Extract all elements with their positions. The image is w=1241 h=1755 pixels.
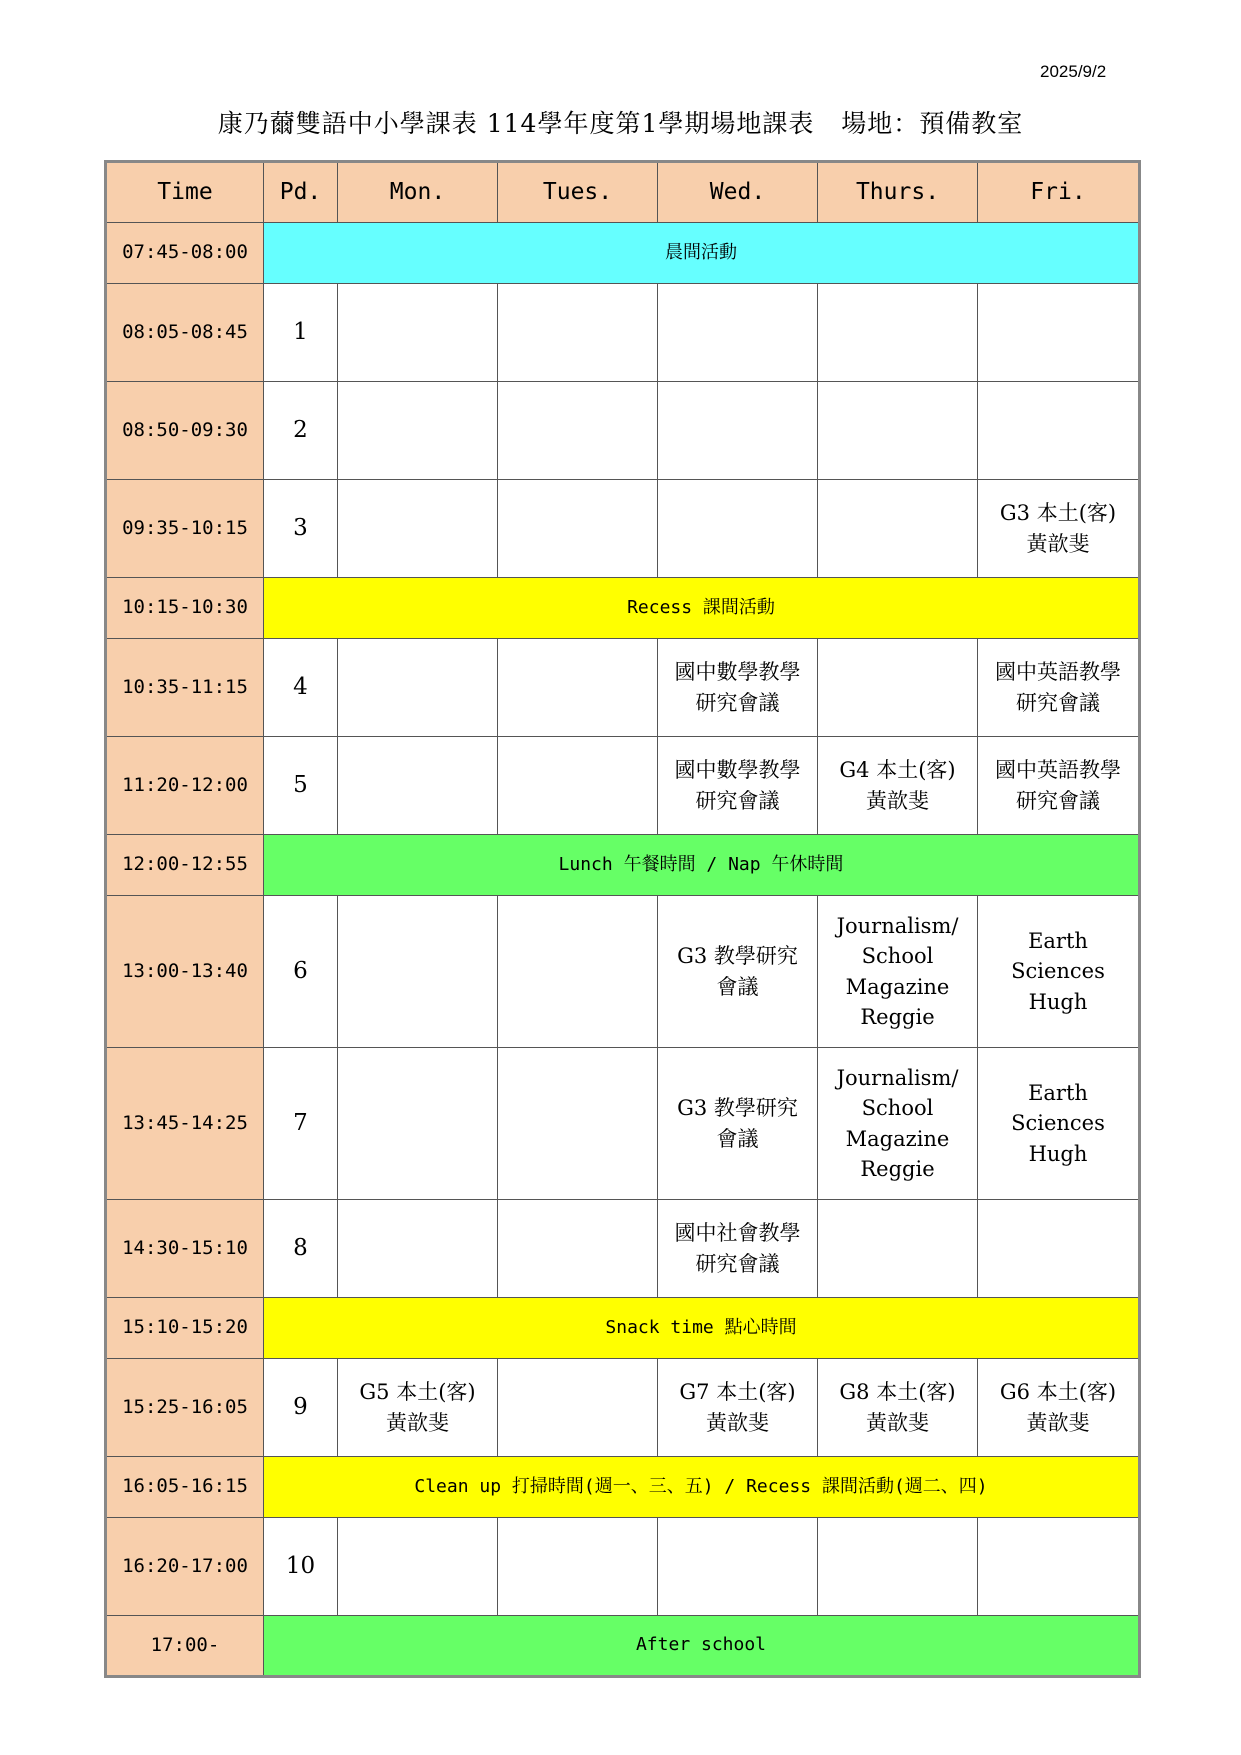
activity-band: Lunch 午餐時間 / Nap 午休時間 xyxy=(264,835,1140,896)
period-number: 2 xyxy=(264,382,338,480)
wed-cell: 國中社會教學 研究會議 xyxy=(658,1200,818,1298)
fri-cell xyxy=(978,1200,1140,1298)
activity-band: Recess 課間活動 xyxy=(264,578,1140,639)
time-cell: 15:25-16:05 xyxy=(106,1359,264,1457)
time-cell: 17:00- xyxy=(106,1616,264,1677)
header-thurs: Thurs. xyxy=(818,162,978,223)
tues-cell xyxy=(498,1359,658,1457)
fri-cell: G6 本土(客) 黃歆斐 xyxy=(978,1359,1140,1457)
period-number: 5 xyxy=(264,737,338,835)
period-row xyxy=(106,1359,1140,1457)
header-fri: Fri. xyxy=(978,162,1140,223)
mon-cell xyxy=(338,1048,498,1200)
tues-cell xyxy=(498,382,658,480)
band-row xyxy=(106,1298,1140,1359)
mon-cell xyxy=(338,737,498,835)
tues-cell xyxy=(498,639,658,737)
thurs-cell xyxy=(818,480,978,578)
period-row xyxy=(106,284,1140,382)
thurs-cell xyxy=(818,1200,978,1298)
period-row xyxy=(106,639,1140,737)
tues-cell xyxy=(498,480,658,578)
period-row xyxy=(106,480,1140,578)
tues-cell xyxy=(498,1518,658,1616)
wed-cell: 國中數學教學 研究會議 xyxy=(658,639,818,737)
time-cell: 12:00-12:55 xyxy=(106,835,264,896)
wed-cell: 國中數學教學 研究會議 xyxy=(658,737,818,835)
period-number: 4 xyxy=(264,639,338,737)
thurs-cell: G4 本土(客) 黃歆斐 xyxy=(818,737,978,835)
time-cell: 16:20-17:00 xyxy=(106,1518,264,1616)
thurs-cell xyxy=(818,639,978,737)
tues-cell xyxy=(498,737,658,835)
time-cell: 08:50-09:30 xyxy=(106,382,264,480)
time-cell: 10:15-10:30 xyxy=(106,578,264,639)
fri-cell: G3 本土(客) 黃歆斐 xyxy=(978,480,1140,578)
band-row xyxy=(106,578,1140,639)
mon-cell xyxy=(338,639,498,737)
mon-cell xyxy=(338,896,498,1048)
period-row xyxy=(106,1200,1140,1298)
thurs-cell: Journalism/ School Magazine Reggie xyxy=(818,1048,978,1200)
wed-cell: G7 本土(客) 黃歆斐 xyxy=(658,1359,818,1457)
mon-cell: G5 本土(客) 黃歆斐 xyxy=(338,1359,498,1457)
header-period: Pd. xyxy=(264,162,338,223)
time-cell: 14:30-15:10 xyxy=(106,1200,264,1298)
period-row xyxy=(106,896,1140,1048)
mon-cell xyxy=(338,284,498,382)
period-number: 9 xyxy=(264,1359,338,1457)
mon-cell xyxy=(338,1518,498,1616)
time-cell: 13:00-13:40 xyxy=(106,896,264,1048)
activity-band: Snack time 點心時間 xyxy=(264,1298,1140,1359)
period-number: 7 xyxy=(264,1048,338,1200)
period-number: 8 xyxy=(264,1200,338,1298)
tues-cell xyxy=(498,1048,658,1200)
header-wed: Wed. xyxy=(658,162,818,223)
thurs-cell xyxy=(818,284,978,382)
wed-cell xyxy=(658,284,818,382)
period-row xyxy=(106,382,1140,480)
thurs-cell: G8 本土(客) 黃歆斐 xyxy=(818,1359,978,1457)
fri-cell xyxy=(978,382,1140,480)
mon-cell xyxy=(338,1200,498,1298)
print-date: 2025/9/2 xyxy=(1040,62,1107,81)
period-row xyxy=(106,1048,1140,1200)
mon-cell xyxy=(338,382,498,480)
header-tues: Tues. xyxy=(498,162,658,223)
wed-cell xyxy=(658,1518,818,1616)
period-row xyxy=(106,737,1140,835)
thurs-cell: Journalism/ School Magazine Reggie xyxy=(818,896,978,1048)
wed-cell xyxy=(658,382,818,480)
period-number: 3 xyxy=(264,480,338,578)
timetable xyxy=(104,160,1141,1678)
period-number: 6 xyxy=(264,896,338,1048)
tues-cell xyxy=(498,284,658,382)
fri-cell: 國中英語教學 研究會議 xyxy=(978,639,1140,737)
fri-cell: 國中英語教學 研究會議 xyxy=(978,737,1140,835)
fri-cell xyxy=(978,1518,1140,1616)
time-cell: 15:10-15:20 xyxy=(106,1298,264,1359)
time-cell: 10:35-11:15 xyxy=(106,639,264,737)
time-cell: 13:45-14:25 xyxy=(106,1048,264,1200)
time-cell: 09:35-10:15 xyxy=(106,480,264,578)
time-cell: 08:05-08:45 xyxy=(106,284,264,382)
activity-band: After school xyxy=(264,1616,1140,1677)
period-number: 10 xyxy=(264,1518,338,1616)
thurs-cell xyxy=(818,1518,978,1616)
activity-band: 晨間活動 xyxy=(264,223,1140,284)
fri-cell: Earth Sciences Hugh xyxy=(978,1048,1140,1200)
band-row xyxy=(106,223,1140,284)
wed-cell: G3 教學研究 會議 xyxy=(658,896,818,1048)
tues-cell xyxy=(498,1200,658,1298)
page-title: 康乃薾雙語中小學課表 114學年度第1學期場地課表 場地：預備教室 xyxy=(217,109,1024,138)
header-row xyxy=(106,162,1140,223)
tues-cell xyxy=(498,896,658,1048)
time-cell: 16:05-16:15 xyxy=(106,1457,264,1518)
header-time: Time xyxy=(106,162,264,223)
band-row xyxy=(106,835,1140,896)
activity-band: Clean up 打掃時間(週一、三、五) / Recess 課間活動(週二、四) xyxy=(264,1457,1140,1518)
wed-cell xyxy=(658,480,818,578)
fri-cell xyxy=(978,284,1140,382)
time-cell: 07:45-08:00 xyxy=(106,223,264,284)
header-mon: Mon. xyxy=(338,162,498,223)
fri-cell: Earth Sciences Hugh xyxy=(978,896,1140,1048)
period-row xyxy=(106,1518,1140,1616)
thurs-cell xyxy=(818,382,978,480)
period-number: 1 xyxy=(264,284,338,382)
wed-cell: G3 教學研究 會議 xyxy=(658,1048,818,1200)
band-row xyxy=(106,1616,1140,1677)
band-row xyxy=(106,1457,1140,1518)
time-cell: 11:20-12:00 xyxy=(106,737,264,835)
mon-cell xyxy=(338,480,498,578)
